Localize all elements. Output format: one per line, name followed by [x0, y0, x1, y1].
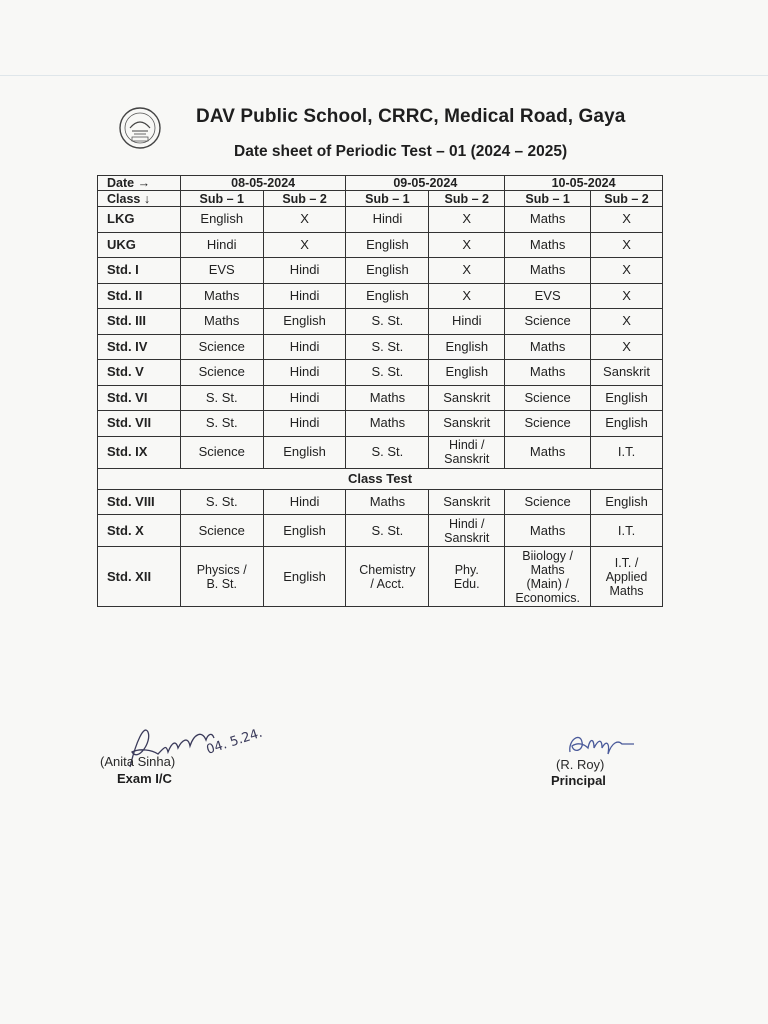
subject-cell: Maths: [346, 385, 429, 411]
class-row: [98, 309, 663, 335]
subject-cell: Maths: [505, 334, 591, 360]
class-row: [98, 258, 663, 284]
subject-cell: X: [591, 207, 663, 233]
class-name: Std. V: [98, 360, 181, 386]
date-sheet-table: [97, 175, 663, 607]
subject-cell: Phy. Edu.: [429, 547, 505, 607]
subject-cell: Hindi: [263, 360, 346, 386]
subject-cell: Science: [505, 411, 591, 437]
subject-cell: X: [591, 258, 663, 284]
subject-cell: Hindi: [263, 334, 346, 360]
subject-cell: S. St.: [346, 436, 429, 468]
subject-cell: I.T.: [591, 515, 663, 547]
date-header: 09-05-2024: [346, 176, 505, 191]
exam-ic-name: (Anita Sinha): [100, 754, 176, 769]
subject-cell: Hindi: [180, 232, 263, 258]
subject-cell: Biiology / Maths (Main) / Economics.: [505, 547, 591, 607]
class-row: [98, 283, 663, 309]
subject-cell: X: [263, 207, 346, 233]
school-name: DAV Public School, CRRC, Medical Road, Gaya: [196, 106, 626, 127]
subject-cell: Hindi / Sanskrit: [429, 436, 505, 468]
class-row: [98, 489, 663, 515]
sub-header: Sub – 2: [263, 191, 346, 207]
subject-cell: English: [346, 258, 429, 284]
class-name: Std. XII: [98, 547, 181, 607]
subject-cell: S. St.: [180, 411, 263, 437]
subject-cell: X: [591, 309, 663, 335]
subject-cell: Maths: [346, 489, 429, 515]
subject-cell: Hindi: [263, 283, 346, 309]
class-name: Std. IV: [98, 334, 181, 360]
subject-cell: Science: [180, 436, 263, 468]
exam-ic-role: Exam I/C: [117, 771, 172, 786]
date-header: 08-05-2024: [180, 176, 346, 191]
date-sheet-title: Date sheet of Periodic Test – 01 (2024 – 2025): [234, 143, 568, 160]
subject-cell: Hindi: [263, 411, 346, 437]
subject-cell: English: [429, 334, 505, 360]
subject-cell: English: [591, 411, 663, 437]
subject-cell: English: [591, 385, 663, 411]
subject-cell: Hindi: [263, 258, 346, 284]
subject-cell: X: [429, 283, 505, 309]
subject-cell: Maths: [505, 360, 591, 386]
subject-cell: X: [429, 232, 505, 258]
subject-cell: English: [263, 309, 346, 335]
class-test-label: Class Test: [98, 468, 663, 489]
corner-class-label: Class ↓: [98, 191, 181, 207]
subject-cell: S. St.: [180, 385, 263, 411]
subject-cell: X: [591, 334, 663, 360]
scan-edge-line: [0, 75, 768, 76]
subject-cell: S. St.: [346, 334, 429, 360]
class-name: UKG: [98, 232, 181, 258]
class-name: Std. I: [98, 258, 181, 284]
subject-cell: English: [180, 207, 263, 233]
subject-cell: English: [346, 283, 429, 309]
class-test-row: [98, 468, 663, 489]
principal-role: Principal: [551, 773, 606, 788]
class-row: [98, 360, 663, 386]
subject-cell: X: [429, 207, 505, 233]
class-row: [98, 411, 663, 437]
subject-cell: Maths: [346, 411, 429, 437]
subject-cell: Hindi / Sanskrit: [429, 515, 505, 547]
subject-cell: EVS: [180, 258, 263, 284]
class-row: [98, 207, 663, 233]
subject-cell: Maths: [505, 436, 591, 468]
class-name: LKG: [98, 207, 181, 233]
subject-cell: Maths: [505, 232, 591, 258]
class-row: [98, 547, 663, 607]
subject-cell: I.T. / Applied Maths: [591, 547, 663, 607]
subject-cell: X: [591, 232, 663, 258]
svg-text:04. 5.24.: 04. 5.24.: [204, 725, 265, 758]
subject-cell: Maths: [180, 309, 263, 335]
subject-cell: Chemistry / Acct.: [346, 547, 429, 607]
subject-cell: X: [591, 283, 663, 309]
subject-cell: English: [263, 547, 346, 607]
subject-cell: Sanskrit: [429, 489, 505, 515]
subject-cell: S. St.: [180, 489, 263, 515]
principal-name: (R. Roy): [556, 757, 605, 772]
subject-cell: S. St.: [346, 309, 429, 335]
subject-cell: Maths: [180, 283, 263, 309]
corner-date-label: Date →: [98, 176, 181, 191]
class-name: Std. X: [98, 515, 181, 547]
class-row: [98, 515, 663, 547]
sub-header: Sub – 2: [429, 191, 505, 207]
subject-header-row: [98, 191, 663, 207]
subject-cell: Hindi: [263, 385, 346, 411]
subject-cell: S. St.: [346, 360, 429, 386]
subject-cell: Hindi: [263, 489, 346, 515]
subject-cell: Science: [505, 385, 591, 411]
date-header: 10-05-2024: [505, 176, 663, 191]
class-name: Std. II: [98, 283, 181, 309]
subject-cell: English: [346, 232, 429, 258]
subject-cell: Science: [180, 334, 263, 360]
sub-header: Sub – 2: [591, 191, 663, 207]
subject-cell: Hindi: [429, 309, 505, 335]
date-header-row: [98, 176, 663, 191]
class-row: [98, 385, 663, 411]
subject-cell: Science: [505, 489, 591, 515]
class-name: Std. IX: [98, 436, 181, 468]
class-row: [98, 436, 663, 468]
sub-header: Sub – 1: [346, 191, 429, 207]
subject-cell: Maths: [505, 515, 591, 547]
subject-cell: English: [263, 436, 346, 468]
subject-cell: English: [263, 515, 346, 547]
subject-cell: EVS: [505, 283, 591, 309]
class-name: Std. VII: [98, 411, 181, 437]
subject-cell: Maths: [505, 258, 591, 284]
subject-cell: Science: [180, 360, 263, 386]
subject-cell: X: [429, 258, 505, 284]
subject-cell: Maths: [505, 207, 591, 233]
subject-cell: Science: [180, 515, 263, 547]
school-logo: [118, 106, 162, 150]
class-name: Std. VI: [98, 385, 181, 411]
subject-cell: Sanskrit: [429, 411, 505, 437]
subject-cell: English: [429, 360, 505, 386]
subject-cell: Sanskrit: [591, 360, 663, 386]
class-row: [98, 334, 663, 360]
sub-header: Sub – 1: [505, 191, 591, 207]
class-row: [98, 232, 663, 258]
subject-cell: Physics / B. St.: [180, 547, 263, 607]
sub-header: Sub – 1: [180, 191, 263, 207]
subject-cell: Science: [505, 309, 591, 335]
subject-cell: Sanskrit: [429, 385, 505, 411]
subject-cell: Hindi: [346, 207, 429, 233]
subject-cell: X: [263, 232, 346, 258]
subject-cell: S. St.: [346, 515, 429, 547]
class-name: Std. III: [98, 309, 181, 335]
class-name: Std. VIII: [98, 489, 181, 515]
subject-cell: I.T.: [591, 436, 663, 468]
subject-cell: English: [591, 489, 663, 515]
